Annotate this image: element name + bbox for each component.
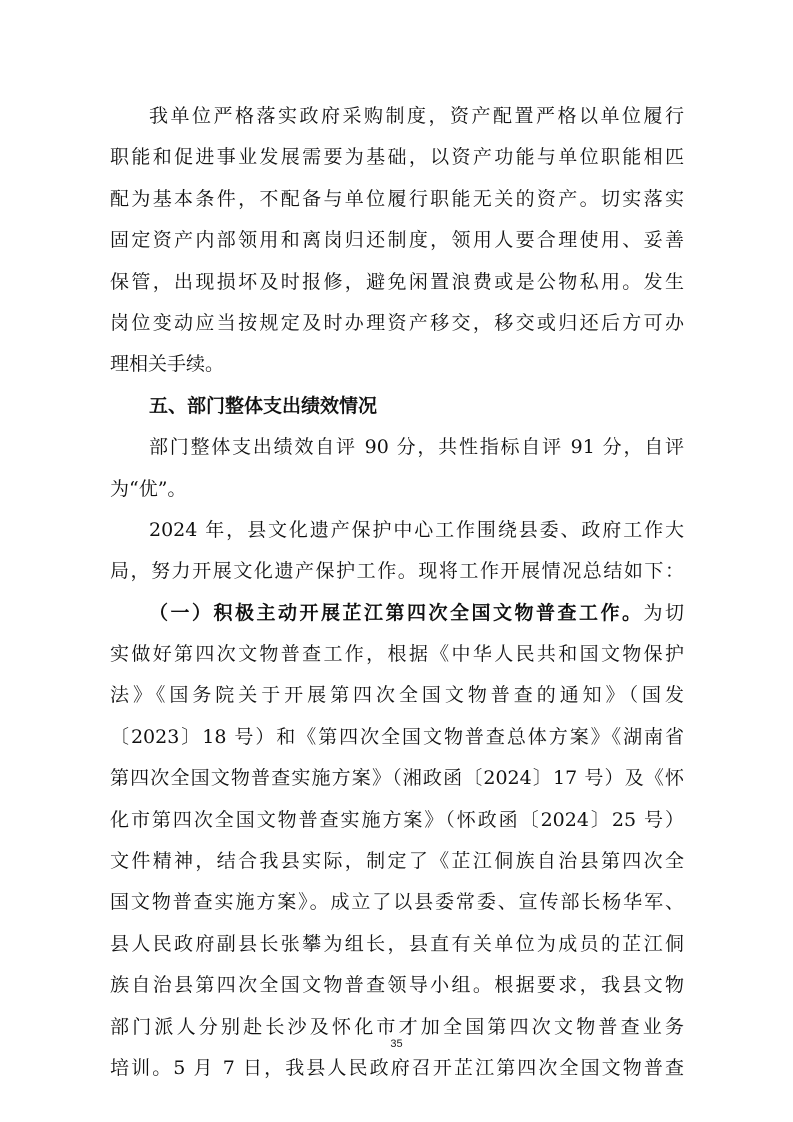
paragraph-line: 〔2023〕18 号）和《第四次全国文物普查总体方案》《湖南省 <box>110 725 684 748</box>
paragraph-line: 第四次全国文物普查实施方案》（湘政函〔2024〕17 号）及《怀 <box>110 767 684 790</box>
paragraph-line: 部门整体支出绩效自评 90 分，共性指标自评 91 分，自评 <box>149 436 684 459</box>
paragraph-line: 局，努力开展文化遗产保护工作。现将工作开展情况总结如下： <box>110 560 684 583</box>
paragraph-line: 族自治县第四次全国文物普查领导小组。根据要求，我县文物 <box>110 974 684 997</box>
section-heading: 五、部门整体支出绩效情况 <box>149 394 378 417</box>
paragraph-line-with-bold-lead <box>110 593 684 634</box>
paragraph-fragment: 为切 <box>643 601 684 624</box>
paragraph-line: 我单位严格落实政府采购制度，资产配置严格以单位履行 <box>149 105 684 127</box>
paragraph-line: 部门派人分别赴长沙及怀化市才加全国第四次文物普查业务 <box>110 1015 684 1038</box>
paragraph-line: 法》《国务院关于开展第四次全国文物普查的通知》（国发 <box>110 684 684 707</box>
paragraph-line: 固定资产内部领用和离岗归还制度，领用人要合理使用、妥善 <box>110 229 684 252</box>
paragraph-line: 为“优”。 <box>110 477 187 500</box>
paragraph-line: 保管，出现损坏及时报修，避免闲置浪费或是公物私用。发生 <box>110 270 684 293</box>
paragraph-line: 文件精神，结合我县实际，制定了《芷江侗族自治县第四次全 <box>110 850 684 873</box>
paragraph-line: 实做好第四次文物普查工作，根据《中华人民共和国文物保护 <box>110 643 684 666</box>
subsection-lead: （一）积极主动开展芷江第四次全国文物普查工作。 <box>149 601 644 624</box>
paragraph-line: 岗位变动应当按规定及时办理资产移交，移交或归还后方可办 <box>110 311 684 334</box>
paragraph-line: 培训。5 月 7 日，我县人民政府召开芷江第四次全国文物普查 <box>110 1056 684 1079</box>
document-body <box>110 96 684 1089</box>
paragraph-line: 职能和促进事业发展需要为基础，以资产功能与单位职能相匹 <box>110 146 684 169</box>
paragraph-line: 县人民政府副县长张攀为组长，县直有关单位为成员的芷江侗 <box>110 932 684 955</box>
paragraph-line: 国文物普查实施方案》。成立了以县委常委、宣传部长杨华军、 <box>110 891 684 914</box>
page-number: 35 <box>390 1038 403 1050</box>
paragraph-line: 化市第四次全国文物普查实施方案》（怀政函〔2024〕25 号） <box>110 808 684 831</box>
paragraph-line: 配为基本条件，不配备与单位履行职能无关的资产。切实落实 <box>110 187 684 210</box>
paragraph-line: 2024 年，县文化遗产保护中心工作围绕县委、政府工作大 <box>149 518 684 541</box>
paragraph-line: 理相关手续。 <box>110 353 225 376</box>
